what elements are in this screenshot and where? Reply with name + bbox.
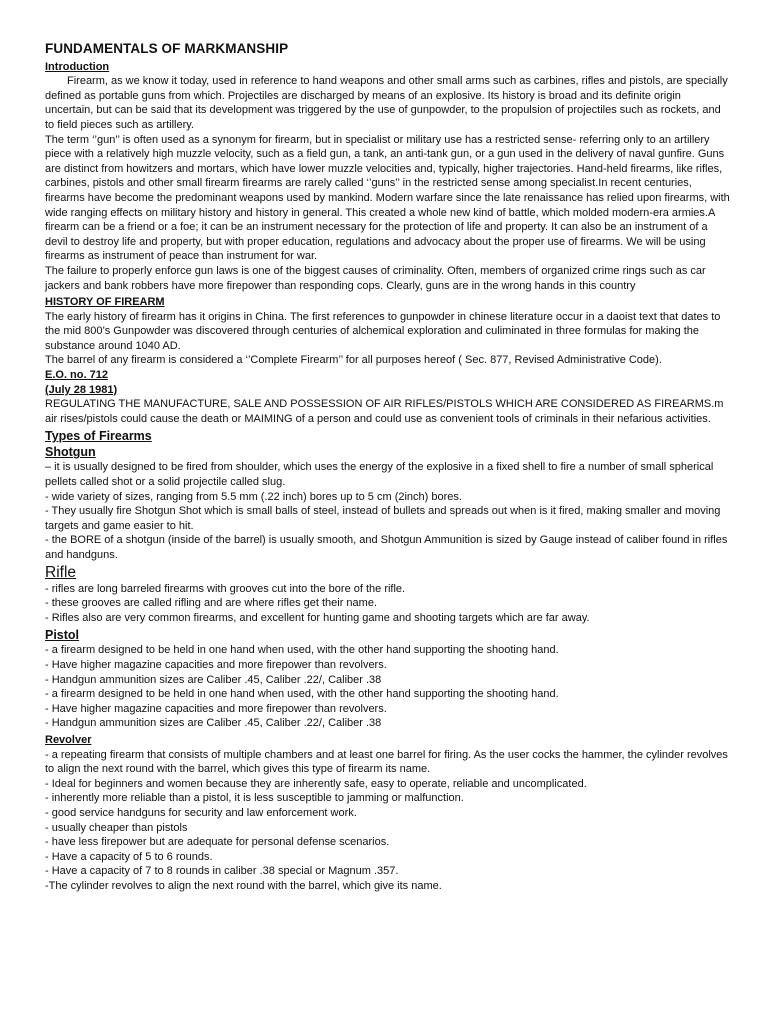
list-item: - a repeating firearm that consists of multiple chambers and at least one barrel for firing. As the user cocks the hammer, the cylinder revolves to align the next round with the barrel, which gives this type of firearm its name. bbox=[45, 748, 728, 776]
list-item: - Have higher magazine capacities and more firepower than revolvers. bbox=[45, 702, 387, 715]
introduction-paragraph-3: The failure to properly enforce gun laws is one of the biggest causes of criminality. Often, members of organized crime rings such as car jackers and bank robbers have more firepower than responding cops. Clearly, guns are in the wrong hands in this country bbox=[45, 264, 706, 292]
list-item: - good service handguns for security and law enforcement work. bbox=[45, 806, 357, 819]
list-item: - Handgun ammunition sizes are Caliber .45, Caliber .22/, Caliber .38 bbox=[45, 717, 382, 730]
list-item: - a firearm designed to be held in one hand when used, with the other hand supporting the shooting hand. bbox=[45, 644, 559, 657]
introduction-paragraph-1: Firearm, as we know it today, used in reference to hand weapons and other small arms such as carbines, rifles and pistols, are specially defined as portable guns from which. Projectiles are discharged by means of an explosive. Its history is broad and its definite origin uncertain, but can be said that its development was triggered by the use of gunpowder, to the propulsion of projectiles such as rockets, and to field pieces such as artillery. bbox=[45, 75, 728, 131]
list-item: - Rifles also are very common firearms, and excellent for hunting game and shooting targets which are far away. bbox=[45, 611, 590, 624]
shotgun-list bbox=[45, 460, 730, 562]
revolver-list bbox=[45, 748, 730, 894]
history-paragraph-2: The barrel of any firearm is considered a ‘’Complete Firearm’’ for all purposes hereof ( Sec. 877, Revised Administrative Code). bbox=[45, 354, 662, 367]
pistol-list bbox=[45, 643, 730, 731]
types-heading: Types of Firearms bbox=[45, 429, 152, 444]
list-item: - wide variety of sizes, ranging from 5.5 mm (.22 inch) bores up to 5 cm (2inch) bores. bbox=[45, 490, 462, 503]
eo-number: E.O. no. 712 bbox=[45, 369, 108, 382]
introduction-paragraph-2: The term ‘’gun’’ is often used as a synonym for firearm, but in specialist or military use has a restricted sense- referring only to an artillery piece with a relatively high muzzle velocity, such as a field gun, a tank, an anti-tank gun, or a gun used in the delivery of naval gunfire. Guns are distinct from howitzers and mortars, which have lower muzzle velocities and, typically, higher trajectories. Hand-held firearms, like rifles, carbines, pistols and other small firearm firearms are rarely called ‘’guns’’ in the restricted sense among specialist.In recent centuries, firearms have become the predominant weapons used by mankind. Modern warfare since the late renaissance has relied upon firearms, with wide ranging effects on military history and history in general. This created a whole new kind of battle, which molded modern-era armies.A firearm can be a friend or a foe; it can be an instrument necessary for the protection of life and property. It can also be an instrument of a devil to destroy life and property, but with proper education, regulations and advocacy about the proper use of firearms. We will be using firearms as instrument of peace than instrument for war. bbox=[45, 133, 730, 263]
list-item: - Handgun ammunition sizes are Caliber .45, Caliber .22/, Caliber .38 bbox=[45, 673, 382, 686]
pistol-heading: Pistol bbox=[45, 628, 80, 643]
eo-date: (July 28 1981) bbox=[45, 383, 118, 396]
list-item: - Have a capacity of 5 to 6 rounds. bbox=[45, 850, 213, 863]
list-item: - the BORE of a shotgun (inside of the barrel) is usually smooth, and Shotgun Ammunition is sized by Gauge instead of caliber found in rifles and handguns. bbox=[45, 534, 728, 561]
history-heading: HISTORY OF FIREARM bbox=[45, 296, 165, 309]
introduction-heading: Introduction bbox=[45, 60, 110, 73]
list-item: - have less firepower but are adequate for personal defense scenarios. bbox=[45, 836, 390, 849]
list-item: - a firearm designed to be held in one hand when used, with the other hand supporting the shooting hand. bbox=[45, 688, 559, 701]
rifle-list bbox=[45, 582, 730, 626]
history-paragraph-3: REGULATING THE MANUFACTURE, SALE AND POSSESSION OF AIR RIFLES/PISTOLS WHICH ARE CONSIDERED AS FIREARMS.m air rises/pistols could cause the death or MAIMING of a person and could use as convenient tools of criminals in their nefarious activities. bbox=[45, 398, 724, 425]
rifle-heading: Rifle bbox=[45, 563, 77, 581]
list-item: - inherently more reliable than a pistol, it is less susceptible to jamming or malfunction. bbox=[45, 792, 464, 805]
list-item: – it is usually designed to be fired from shoulder, which uses the energy of the explosive in a fixed shell to fire a number of small spherical pellets called shot or a solid projectile called slug. bbox=[45, 461, 714, 489]
list-item: -The cylinder revolves to align the next round with the barrel, which give its name. bbox=[45, 879, 442, 892]
list-item: - these grooves are called rifling and are where rifles get their name. bbox=[45, 597, 378, 610]
list-item: - Have higher magazine capacities and more firepower than revolvers. bbox=[45, 658, 387, 671]
list-item: - rifles are long barreled firearms with grooves cut into the bore of the rifle. bbox=[45, 582, 406, 595]
list-item: - Have a capacity of 7 to 8 rounds in caliber .38 special or Magnum .357. bbox=[45, 865, 399, 878]
history-paragraph-1: The early history of firearm has it origins in China. The first references to gunpowder in chinese literature occur in a daoist text that dates to the mid 800’s Gunpowder was discovered through centuries of alchemical exploration and culiminated in three formulas for making the substance around 1040 AD. bbox=[45, 310, 721, 352]
list-item: - They usually fire Shotgun Shot which is small balls of steel, instead of bullets and spreads out when is it fired, making smaller and moving targets and game easier to hit. bbox=[45, 505, 721, 532]
list-item: - Ideal for beginners and women because they are inherently safe, easy to operate, reliable and uncomplicated. bbox=[45, 777, 587, 790]
document-title: FUNDAMENTALS OF MARKMANSHIP bbox=[45, 41, 289, 56]
shotgun-heading: Shotgun bbox=[45, 445, 96, 460]
revolver-heading: Revolver bbox=[45, 733, 92, 746]
list-item: - usually cheaper than pistols bbox=[45, 821, 188, 834]
